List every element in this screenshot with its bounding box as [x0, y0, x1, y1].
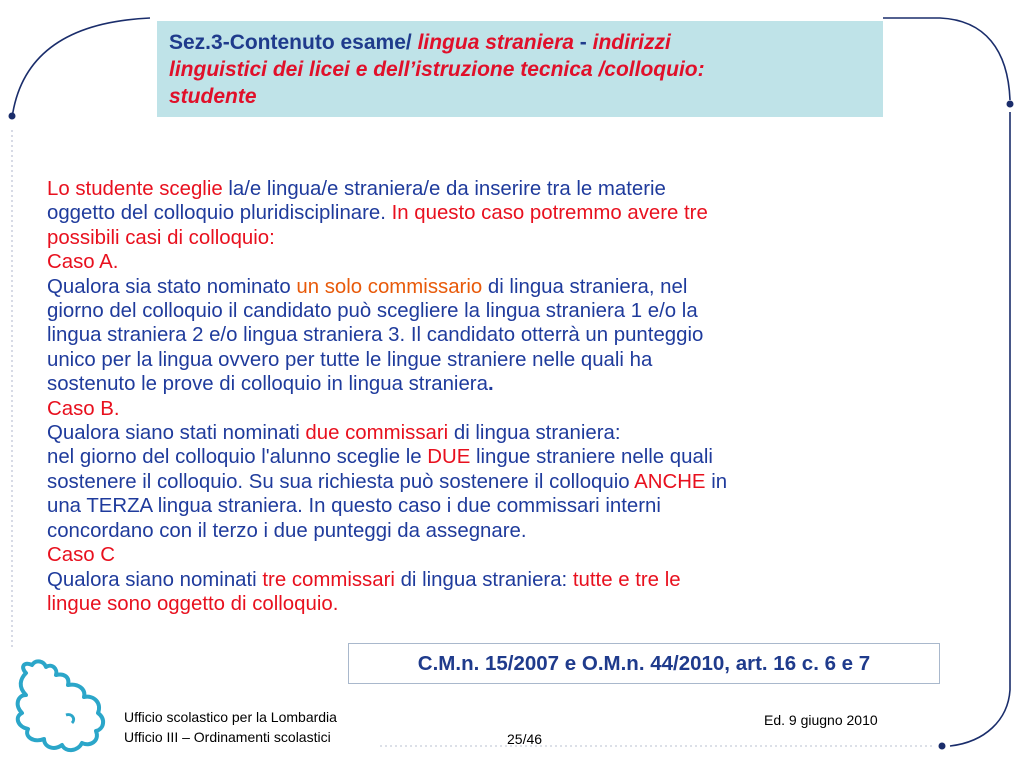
legal-reference-text: C.M.n. 15/2007 e O.M.n. 44/2010, art. 16 c. 6 e 7 — [417, 651, 871, 675]
body-segment: Qualora siano stati nominati — [47, 422, 306, 445]
body-line — [47, 275, 897, 299]
title-line-2: linguistici dei licei e dell’istruzione tecnica /colloquio: — [169, 58, 705, 81]
body-line: giorno del colloquio il candidato può scegliere la lingua straniera 1 e/o la — [47, 300, 698, 323]
title-part-1: Sez.3-Contenuto esame/ — [169, 31, 418, 54]
body-line — [47, 201, 897, 225]
body-segment: due commissari — [305, 422, 449, 445]
body-segment: tre commissari — [262, 568, 395, 591]
body-segment: oggetto del colloquio pluridisciplinare. — [47, 202, 386, 225]
body-line: lingua straniera 2 e/o lingua straniera 3. Il candidato otterrà un punteggio — [47, 324, 704, 347]
body-segment: tutte e tre le — [567, 568, 681, 591]
case-c-heading: Caso C — [47, 544, 115, 567]
body-segment: la/e lingua/e straniera/e da inserire tra le materie — [222, 178, 666, 200]
body-line — [47, 568, 897, 592]
body-segment: . — [487, 373, 494, 396]
body-segment: un solo commissario — [296, 275, 483, 298]
body-segment: ANCHE — [634, 470, 706, 493]
body-segment: sostenuto le prove di colloquio in lingua straniera — [47, 373, 488, 396]
title-line-3: studente — [169, 85, 257, 108]
lombardia-region-map-icon — [6, 655, 118, 765]
body-segment: : — [561, 568, 568, 591]
body-segment: Qualora sia stato nominato — [47, 275, 297, 298]
body-line: possibili casi di colloquio: — [47, 226, 275, 249]
body-segment: DUE — [427, 446, 471, 469]
body-line: una TERZA lingua straniera. In questo caso i due commissari interni — [47, 495, 661, 518]
body-line — [47, 445, 897, 469]
body-segment: di lingua straniera: — [448, 422, 621, 445]
body-segment: Qualora siano nominati — [47, 568, 263, 591]
case-a-heading: Caso A. — [47, 251, 119, 274]
body-line — [47, 421, 897, 445]
edition-date: Ed. 9 giugno 2010 — [764, 712, 878, 728]
body-segment: di lingua straniera — [394, 568, 562, 591]
body-segment: lingue straniere nelle quali — [470, 446, 713, 469]
body-line: unico per la lingua ovvero per tutte le lingue straniere nelle quali ha — [47, 348, 653, 371]
footer-office-line-2: Ufficio III – Ordinamenti scolastici — [124, 729, 331, 745]
body-segment: Lo studente sceglie — [47, 178, 223, 200]
case-b-heading: Caso B. — [47, 397, 120, 420]
body-segment: sostenere il colloquio. Su sua richiesta può sostenere il colloquio — [47, 470, 635, 493]
body-line — [47, 177, 897, 201]
body-segment: in — [705, 470, 728, 493]
body-line: lingue sono oggetto di colloquio. — [47, 592, 339, 615]
title-part-2: lingua straniera — [417, 31, 574, 54]
body-line: concordano con il terzo i due punteggi da assegnare. — [47, 519, 527, 542]
body-segment: nel giorno del colloquio l'alunno sceglie le — [47, 446, 428, 469]
title-part-3: - — [573, 31, 593, 54]
body-line — [47, 470, 897, 494]
body-segment: di lingua straniera, nel — [482, 275, 688, 298]
title-part-4: indirizzi — [592, 31, 671, 54]
footer-office-line-1: Ufficio scolastico per la Lombardia — [124, 709, 337, 725]
slide-body — [47, 177, 897, 616]
legal-reference-box — [348, 643, 940, 684]
body-segment: In questo caso potremmo avere tre — [385, 202, 708, 225]
page-number: 25/46 — [507, 731, 543, 747]
slide-title — [157, 21, 883, 117]
body-line — [47, 372, 897, 396]
